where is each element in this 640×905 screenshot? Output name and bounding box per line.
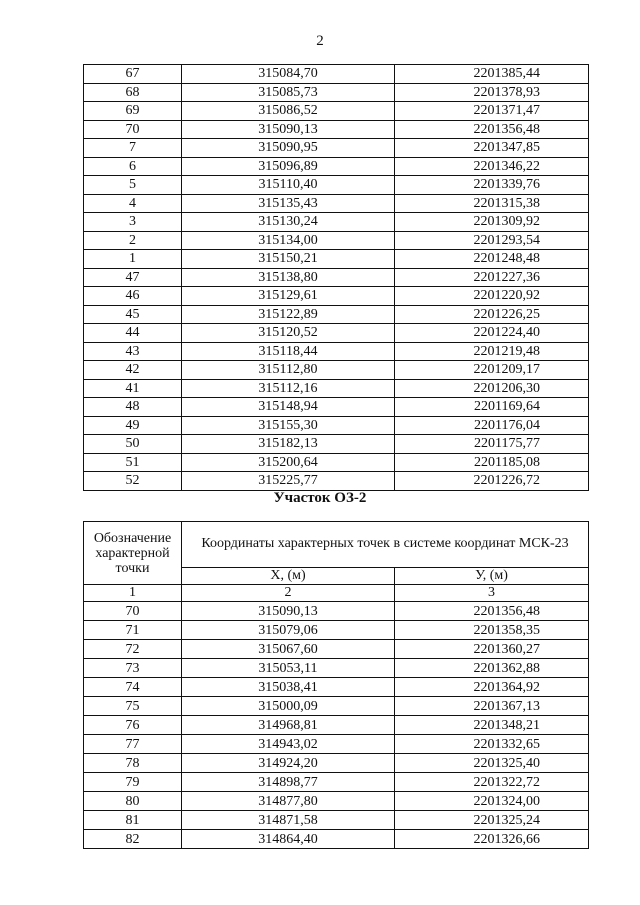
point-id: 5 — [84, 176, 182, 195]
y-coordinate: 2201356,48 — [395, 120, 589, 139]
x-coordinate: 314968,81 — [182, 716, 395, 735]
y-coordinate: 2201371,47 — [395, 102, 589, 121]
x-coordinate: 315200,64 — [182, 453, 395, 472]
x-coordinate: 314924,20 — [182, 754, 395, 773]
y-coordinate: 2201325,40 — [395, 754, 589, 773]
point-id: 70 — [84, 120, 182, 139]
point-id: 50 — [84, 435, 182, 454]
y-coordinate: 2201209,17 — [395, 361, 589, 380]
section-title: Участок ОЗ-2 — [273, 490, 367, 506]
y-coordinate: 2201185,08 — [395, 453, 589, 472]
x-coordinate: 315000,09 — [182, 697, 395, 716]
table-row — [84, 472, 589, 491]
table-row — [84, 659, 589, 678]
table-row — [84, 324, 589, 343]
x-coordinate: 315096,89 — [182, 157, 395, 176]
table-row — [84, 811, 589, 830]
point-id: 81 — [84, 811, 182, 830]
x-coordinate: 314877,80 — [182, 792, 395, 811]
table-row — [84, 621, 589, 640]
table-row — [84, 435, 589, 454]
y-coordinate: 2201332,65 — [395, 735, 589, 754]
x-coordinate: 315090,13 — [182, 602, 395, 621]
y-coordinate: 2201358,35 — [395, 621, 589, 640]
table-row — [84, 697, 589, 716]
table-row — [84, 176, 589, 195]
table-row — [84, 398, 589, 417]
x-coordinate: 315079,06 — [182, 621, 395, 640]
table-row — [84, 773, 589, 792]
y-coordinate: 2201324,00 — [395, 792, 589, 811]
x-coordinate: 315135,43 — [182, 194, 395, 213]
table-row — [84, 287, 589, 306]
point-id: 73 — [84, 659, 182, 678]
point-id: 75 — [84, 697, 182, 716]
y-coordinate: 2201176,04 — [395, 416, 589, 435]
column-number-3: 3 — [395, 585, 589, 602]
y-coordinate: 2201326,66 — [395, 830, 589, 849]
point-id: 2 — [84, 231, 182, 250]
y-coordinate: 2201378,93 — [395, 83, 589, 102]
table-row — [84, 830, 589, 849]
table-row — [84, 342, 589, 361]
header-y: У, (м) — [395, 567, 589, 584]
x-coordinate: 315085,73 — [182, 83, 395, 102]
table-row — [84, 305, 589, 324]
point-id: 52 — [84, 472, 182, 491]
x-coordinate: 314864,40 — [182, 830, 395, 849]
point-id: 80 — [84, 792, 182, 811]
x-coordinate: 315053,11 — [182, 659, 395, 678]
y-coordinate: 2201219,48 — [395, 342, 589, 361]
table-row — [84, 231, 589, 250]
point-id: 74 — [84, 678, 182, 697]
y-coordinate: 2201224,40 — [395, 324, 589, 343]
table-row — [84, 120, 589, 139]
x-coordinate: 314871,58 — [182, 811, 395, 830]
x-coordinate: 315112,80 — [182, 361, 395, 380]
x-coordinate: 315182,13 — [182, 435, 395, 454]
y-coordinate: 2201360,27 — [395, 640, 589, 659]
table-row — [84, 268, 589, 287]
point-id: 70 — [84, 602, 182, 621]
y-coordinate: 2201362,88 — [395, 659, 589, 678]
column-number-2: 2 — [182, 585, 395, 602]
point-id: 47 — [84, 268, 182, 287]
point-id: 43 — [84, 342, 182, 361]
x-coordinate: 315155,30 — [182, 416, 395, 435]
y-coordinate: 2201348,21 — [395, 716, 589, 735]
y-coordinate: 2201339,76 — [395, 176, 589, 195]
y-coordinate: 2201346,22 — [395, 157, 589, 176]
table-row — [84, 602, 589, 621]
point-id: 45 — [84, 305, 182, 324]
table-row — [84, 716, 589, 735]
x-coordinate: 315138,80 — [182, 268, 395, 287]
point-id: 44 — [84, 324, 182, 343]
table-row — [84, 678, 589, 697]
y-coordinate: 2201175,77 — [395, 435, 589, 454]
coordinates-table-oz2 — [83, 521, 589, 849]
column-number-1: 1 — [84, 585, 182, 602]
header-coordinates: Координаты характерных точек в системе координат МСК-23 — [182, 522, 589, 568]
point-id: 6 — [84, 157, 182, 176]
x-coordinate: 315084,70 — [182, 65, 395, 84]
y-coordinate: 2201227,36 — [395, 268, 589, 287]
table-row — [84, 213, 589, 232]
table-row — [84, 139, 589, 158]
point-id: 67 — [84, 65, 182, 84]
page-number: 2 — [316, 33, 324, 49]
x-coordinate: 315110,40 — [182, 176, 395, 195]
x-coordinate: 315090,13 — [182, 120, 395, 139]
y-coordinate: 2201347,85 — [395, 139, 589, 158]
coordinates-table-continued — [83, 64, 589, 491]
point-id: 7 — [84, 139, 182, 158]
x-coordinate: 315130,24 — [182, 213, 395, 232]
point-id: 76 — [84, 716, 182, 735]
y-coordinate: 2201206,30 — [395, 379, 589, 398]
y-coordinate: 2201248,48 — [395, 250, 589, 269]
x-coordinate: 315067,60 — [182, 640, 395, 659]
coordinates-table-body — [84, 65, 589, 491]
x-coordinate: 315038,41 — [182, 678, 395, 697]
x-coordinate: 315090,95 — [182, 139, 395, 158]
x-coordinate: 315129,61 — [182, 287, 395, 306]
point-id: 46 — [84, 287, 182, 306]
table-row — [84, 157, 589, 176]
table-row — [84, 416, 589, 435]
table-row — [84, 65, 589, 84]
point-id: 82 — [84, 830, 182, 849]
point-id: 4 — [84, 194, 182, 213]
x-coordinate: 315086,52 — [182, 102, 395, 121]
table-row — [84, 792, 589, 811]
header-x: X, (м) — [182, 567, 395, 584]
point-id: 71 — [84, 621, 182, 640]
point-id: 68 — [84, 83, 182, 102]
point-id: 42 — [84, 361, 182, 380]
x-coordinate: 315148,94 — [182, 398, 395, 417]
point-id: 79 — [84, 773, 182, 792]
table-row — [84, 640, 589, 659]
table-row — [84, 379, 589, 398]
x-coordinate: 315225,77 — [182, 472, 395, 491]
table-row — [84, 194, 589, 213]
y-coordinate: 2201309,92 — [395, 213, 589, 232]
point-id: 48 — [84, 398, 182, 417]
y-coordinate: 2201364,92 — [395, 678, 589, 697]
point-id: 49 — [84, 416, 182, 435]
table-row — [84, 453, 589, 472]
y-coordinate: 2201293,54 — [395, 231, 589, 250]
y-coordinate: 2201220,92 — [395, 287, 589, 306]
y-coordinate: 2201325,24 — [395, 811, 589, 830]
point-id: 78 — [84, 754, 182, 773]
y-coordinate: 2201356,48 — [395, 602, 589, 621]
x-coordinate: 315120,52 — [182, 324, 395, 343]
x-coordinate: 314943,02 — [182, 735, 395, 754]
table-row — [84, 250, 589, 269]
table-row — [84, 754, 589, 773]
x-coordinate: 315122,89 — [182, 305, 395, 324]
point-id: 51 — [84, 453, 182, 472]
header-point-designation: Обозначение характерной точки — [84, 522, 182, 585]
table-row — [84, 361, 589, 380]
point-id: 1 — [84, 250, 182, 269]
y-coordinate: 2201226,25 — [395, 305, 589, 324]
coordinates-table-oz2-body — [84, 602, 589, 849]
x-coordinate: 314898,77 — [182, 773, 395, 792]
x-coordinate: 315134,00 — [182, 231, 395, 250]
table-row — [84, 102, 589, 121]
point-id: 3 — [84, 213, 182, 232]
y-coordinate: 2201385,44 — [395, 65, 589, 84]
x-coordinate: 315150,21 — [182, 250, 395, 269]
y-coordinate: 2201315,38 — [395, 194, 589, 213]
x-coordinate: 315112,16 — [182, 379, 395, 398]
x-coordinate: 315118,44 — [182, 342, 395, 361]
table-row — [84, 83, 589, 102]
y-coordinate: 2201322,72 — [395, 773, 589, 792]
y-coordinate: 2201226,72 — [395, 472, 589, 491]
point-id: 77 — [84, 735, 182, 754]
point-id: 41 — [84, 379, 182, 398]
y-coordinate: 2201169,64 — [395, 398, 589, 417]
point-id: 69 — [84, 102, 182, 121]
y-coordinate: 2201367,13 — [395, 697, 589, 716]
table-row — [84, 735, 589, 754]
point-id: 72 — [84, 640, 182, 659]
